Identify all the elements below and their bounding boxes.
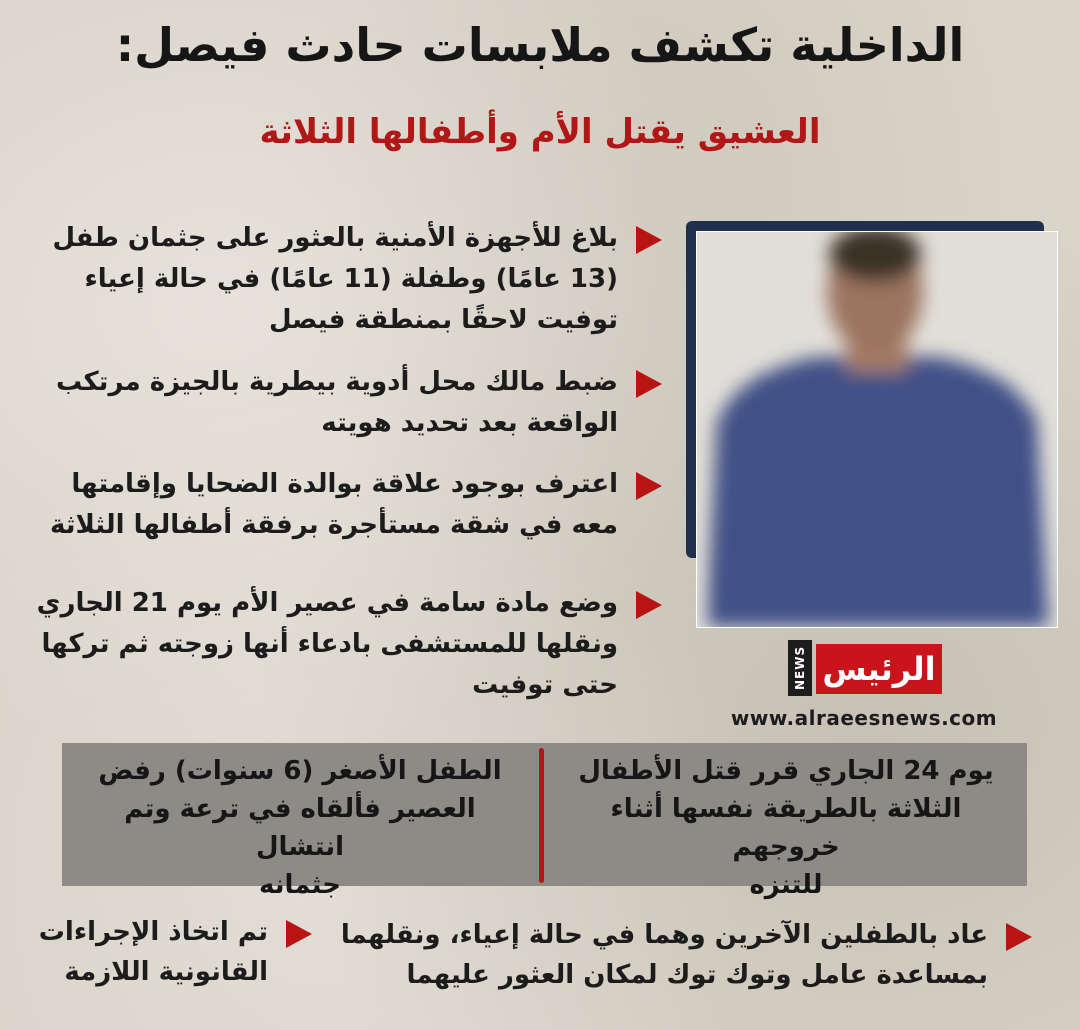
bullet-line: ضبط مالك محل أدوية بيطرية بالجيزة مرتكب	[56, 367, 618, 397]
panel-line: يوم 24 الجاري قرر قتل الأطفال	[578, 756, 994, 786]
website-url: www.alraeesnews.com	[730, 706, 998, 730]
panel-divider	[539, 748, 544, 883]
bullet-item	[50, 464, 618, 546]
brand-logo	[788, 640, 948, 696]
bottom-bullet-left	[39, 912, 268, 992]
bullet-line: بمساعدة عامل وتوك توك لمكان العثور عليهما	[406, 960, 988, 990]
bullet-item	[56, 362, 618, 444]
bullet-line: وضع مادة سامة في عصير الأم يوم 21 الجاري	[36, 588, 618, 618]
bullet-line: اعترف بوجود علاقة بوالدة الضحايا وإقامتها	[71, 469, 618, 499]
panel-right-text	[560, 752, 1012, 904]
red-arrow-icon	[1006, 923, 1032, 951]
red-arrow-icon	[636, 226, 662, 254]
red-arrow-icon	[636, 370, 662, 398]
bullet-item	[37, 583, 618, 706]
panel-line: للتنزه	[749, 870, 823, 900]
bullet-line: تم اتخاذ الإجراءات	[38, 917, 268, 947]
bullet-line: الواقعة بعد تحديد هويته	[321, 408, 618, 438]
logo-brand-text: الرئيس	[816, 644, 942, 694]
page-title: الداخلية تكشف ملابسات حادث فيصل:	[115, 18, 965, 72]
red-arrow-icon	[636, 591, 662, 619]
bullet-line: معه في شقة مستأجرة برفقة أطفالها الثلاثة	[50, 510, 618, 540]
red-arrow-icon	[636, 472, 662, 500]
red-arrow-icon	[286, 920, 312, 948]
panel-line: الثلاثة بالطريقة نفسها أثناء خروجهم	[610, 794, 962, 862]
bullet-item	[52, 218, 618, 341]
suspect-photo	[696, 231, 1058, 628]
bottom-bullet-right	[341, 915, 988, 995]
page-subtitle: العشيق يقتل الأم وأطفالها الثلاثة	[259, 112, 821, 152]
panel-line: جثمانه	[258, 870, 342, 900]
panel-line: الطفل الأصغر (6 سنوات) رفض	[98, 756, 502, 786]
bullet-line: حتى توفيت	[472, 670, 618, 700]
panel-line: العصير فألقاه في ترعة وتم انتشال	[124, 794, 476, 862]
blurred-person-image	[697, 232, 1057, 627]
bullet-line: ونقلها للمستشفى بادعاء أنها زوجته ثم تركها	[41, 629, 618, 659]
bullet-line: بلاغ للأجهزة الأمنية بالعثور على جثمان طفل	[52, 223, 618, 253]
logo-news-label: NEWS	[788, 640, 812, 696]
panel-left-text	[80, 752, 520, 904]
bullet-line: (13 عامًا) وطفلة (11 عامًا) في حالة إعياء	[84, 264, 618, 294]
bullet-line: توفيت لاحقًا بمنطقة فيصل	[268, 305, 618, 335]
bullet-line: عاد بالطفلين الآخرين وهما في حالة إعياء، ونقلهما	[340, 920, 988, 950]
bullet-line: القانونية اللازمة	[64, 957, 268, 987]
